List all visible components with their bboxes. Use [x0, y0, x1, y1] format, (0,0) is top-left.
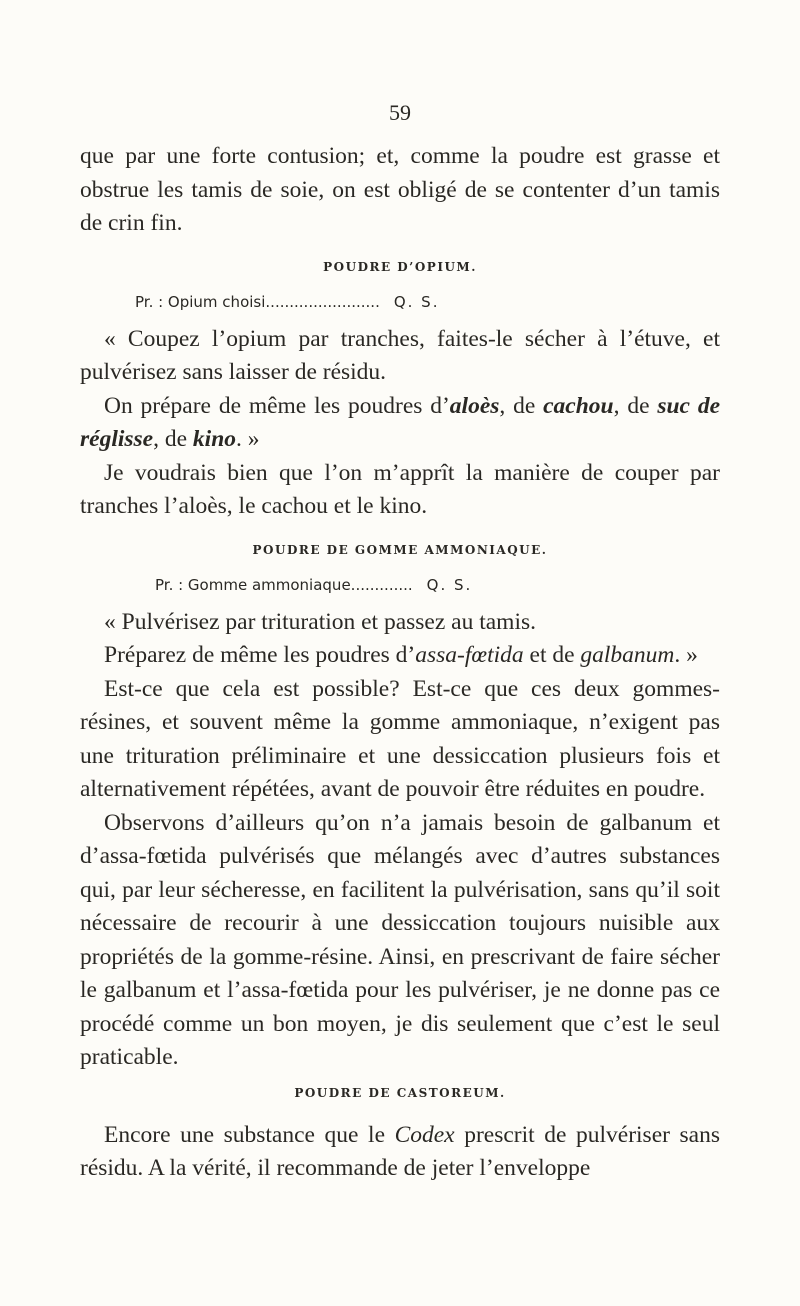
recipe-ingredient: Pr. : Gomme ammoniaque: [155, 575, 351, 594]
text-run: prescrit de pulvériser sans résidu. A la vérité, il recommande de jeter l’enveloppe: [80, 1121, 720, 1181]
italic-term: suc de réglisse: [80, 392, 720, 452]
recipe-ingredient: Pr. : Opium choisi: [135, 292, 266, 311]
text-run: Préparez de même les poudres d’: [104, 642, 416, 668]
section-heading-opium: POUDRE D’OPIUM.: [323, 259, 477, 274]
paragraph: « Coupez l’opium par tranches, faites-le sécher à l’étuve, et pulvérisez sans laisser de résidu.: [80, 325, 720, 385]
page-body: [80, 140, 720, 1186]
text-run: On prépare de même les poudres d’: [104, 392, 450, 419]
italic-term: Codex: [394, 1121, 455, 1148]
paragraph: [80, 390, 720, 457]
text-run: , de: [499, 392, 544, 419]
paragraph: que par une forte contusion; et, comme la poudre est grasse et obstrue les tamis de soie, on est obligé de se contenter d’un tamis de crin fin.: [80, 143, 720, 236]
page-number: 59: [389, 100, 411, 125]
italic-term: assa-fœtida: [415, 642, 524, 668]
recipe-line-opium: [80, 287, 720, 317]
section-heading-castoreum: POUDRE DE CASTOREUM.: [294, 1085, 506, 1100]
text-run: , de: [613, 392, 658, 419]
italic-term: kino: [192, 426, 237, 452]
paragraph: Je voudrais bien que l’on m’apprît la manière de couper par tranches l’aloès, le cachou et le kino.: [80, 459, 720, 519]
recipe-line-gomme: [80, 570, 720, 600]
recipe-leader-dots: .............: [350, 575, 413, 594]
text-run: , de: [153, 426, 193, 452]
section-heading-gomme-ammoniaque: POUDRE DE GOMME AMMONIAQUE.: [252, 542, 548, 557]
text-run: . »: [236, 426, 260, 452]
italic-term: aloès: [449, 392, 500, 419]
text-run: et de: [523, 642, 581, 668]
paragraph: Observons d’ailleurs qu’on n’a jamais besoin de galbanum et d’assa-fœtida pulvérisés que mélangés avec d’autres substances qui, par leur sécheresse, en facilitent la pulvérisation, sans qu’il soit nécessaire de recourir à une dessiccation toujours nuisible aux propriétés de la gomme-résine. Ainsi, en prescrivant de faire sécher le galbanum et l’assa-fœtida pour les pulvériser, je ne donne pas ce procédé comme un bon moyen, je dis seulement que c’est le seul praticable.: [80, 809, 720, 1070]
paragraph: « Pulvérisez par trituration et passez au tamis.: [104, 608, 537, 635]
italic-term: galbanum: [580, 642, 675, 668]
paragraph: Est-ce que cela est possible? Est-ce que ces deux gommes-résines, et souvent même la gomme ammoniaque, n’exigent pas une trituration préliminaire et une dessiccation plusieurs fois et alternativement répétées, avant de pouvoir être réduites en poudre.: [80, 675, 720, 802]
text-run: . »: [674, 642, 698, 668]
recipe-quantity: Q. S.: [393, 292, 440, 311]
recipe-leader-dots: ........................: [265, 292, 380, 311]
italic-term: cachou: [543, 392, 614, 419]
paragraph: [80, 1119, 720, 1186]
paragraph: [80, 639, 720, 673]
text-run: Encore une substance que le: [104, 1121, 395, 1148]
recipe-quantity: Q. S.: [426, 575, 473, 594]
